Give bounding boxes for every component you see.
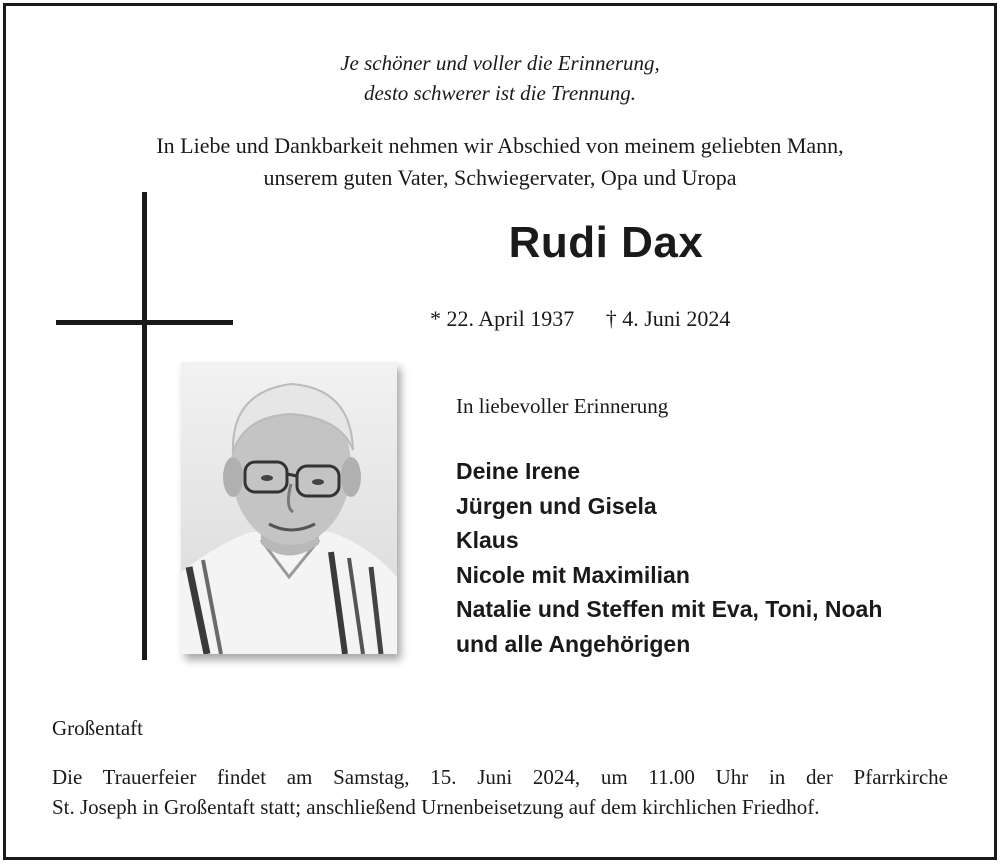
family-list	[456, 454, 882, 661]
service-line-1: Die Trauerfeier findet am Samstag, 15. Juni 2024, um 11.00 Uhr in der Pfarrkirche	[52, 765, 948, 789]
quote-line-2: desto schwerer ist die Trennung.	[363, 81, 636, 105]
intro-line-1: In Liebe und Dankbarkeit nehmen wir Abschied von meinem geliebten Mann,	[156, 133, 844, 158]
list-item: Jürgen und Gisela	[456, 492, 657, 519]
cross-icon-horizontal	[56, 320, 233, 325]
memory-note: In liebevoller Erinnerung	[456, 394, 669, 418]
list-item: Nicole mit Maximilian	[456, 561, 690, 588]
list-item: und alle Angehörigen	[456, 630, 691, 657]
memorial-quote	[6, 48, 994, 108]
cross-icon-vertical	[142, 192, 147, 660]
service-line-2: St. Joseph in Großentaft statt; anschließend Urnenbeisetzung auf dem kirchlichen Friedhof.	[52, 795, 820, 819]
farewell-intro	[6, 130, 994, 194]
list-item: Deine Irene	[456, 458, 580, 484]
funeral-service-info	[52, 762, 948, 822]
obituary-notice	[3, 3, 997, 860]
list-item: Natalie und Steffen mit Eva, Toni, Noah	[456, 596, 883, 622]
birth-date: * 22. April 1937	[430, 306, 575, 331]
death-date: † 4. Juni 2024	[605, 306, 731, 331]
intro-line-2: unserem guten Vater, Schwiegervater, Opa und Uropa	[263, 165, 737, 190]
quote-line-1: Je schöner und voller die Erinnerung,	[340, 51, 660, 75]
deceased-name: Rudi Dax	[508, 218, 704, 267]
portrait-photo	[181, 362, 397, 654]
life-dates	[430, 306, 730, 332]
portrait-illustration	[181, 362, 397, 654]
place-name: Großentaft	[52, 716, 143, 740]
list-item: Klaus	[456, 527, 519, 553]
